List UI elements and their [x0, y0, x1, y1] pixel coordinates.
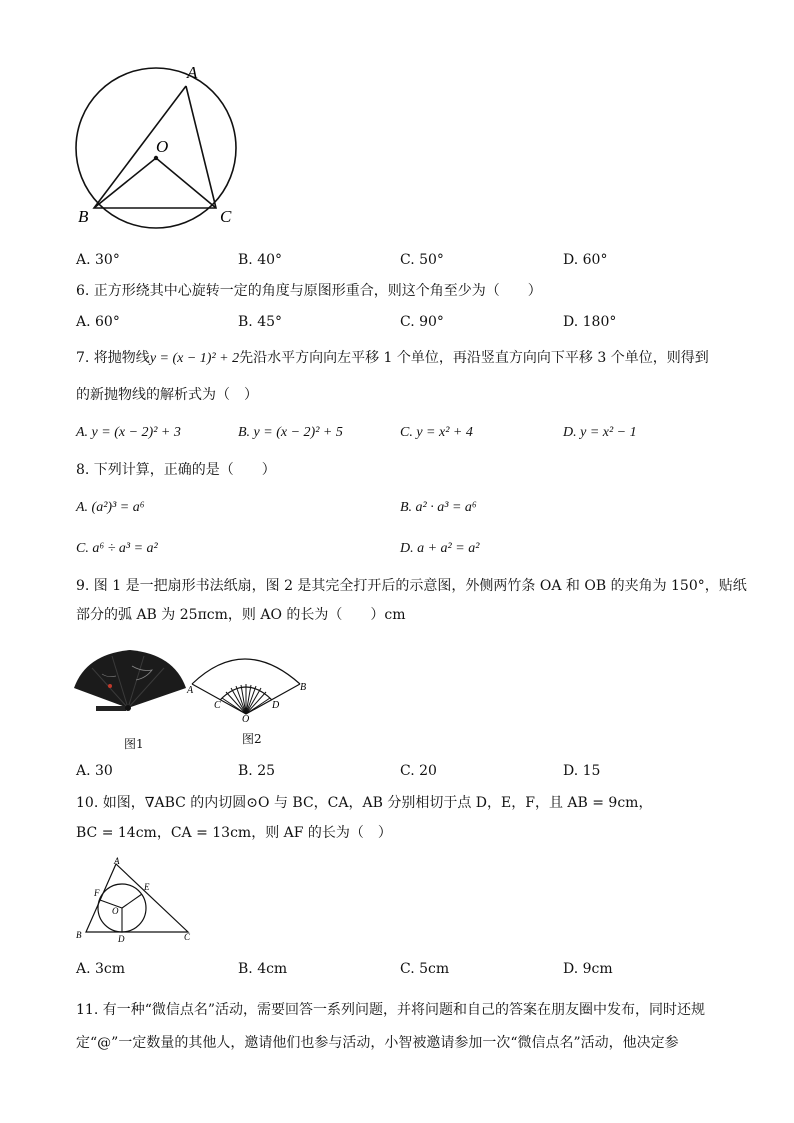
fig10-label-c: C — [184, 932, 191, 942]
q10-line2: BC = 14cm，CA = 13cm，则 AF 的长为（ ） — [76, 825, 392, 841]
q7-line1 — [76, 348, 709, 369]
q9-line2: 部分的弧 AB 为 25πcm，则 AO 的长为（ ）cm — [76, 607, 406, 623]
q7-line2: 的新抛物线的解析式为（ ） — [76, 387, 258, 403]
fig10-label-d: D — [118, 934, 125, 944]
q6-option-b: B. 45° — [238, 314, 283, 330]
fig2-label-b: B — [300, 682, 307, 693]
q5-option-b: B. 40° — [238, 252, 283, 268]
q10-option-a: A. 3cm — [76, 961, 126, 977]
q9-option-c: C. 20 — [400, 763, 437, 779]
fig2-caption: 图2 — [242, 732, 262, 746]
label-c: C — [220, 207, 232, 226]
q7-option-b: B. y = (x − 2)² + 5 — [238, 425, 343, 440]
q7-option-a: A. y = (x − 2)² + 3 — [76, 425, 181, 440]
circle-triangle-figure — [70, 62, 250, 230]
q8-option-a: A. (a²)³ = a⁶ — [76, 500, 145, 515]
fan-schematic-figure — [186, 650, 310, 722]
q10-option-b: B. 4cm — [238, 961, 288, 977]
q7-formula: y = (x − 1)² + 2 — [149, 351, 240, 366]
incircle-figure — [72, 856, 198, 946]
q10-option-d: D. 9cm — [563, 961, 613, 977]
fig10-label-o: O — [112, 906, 119, 916]
fig2-label-o: O — [242, 714, 250, 722]
q7-line1-post: 先沿水平方向向左平移 1 个单位，再沿竖直方向向下平移 3 个单位，则得到 — [239, 350, 709, 366]
fig1-caption: 图1 — [124, 737, 144, 751]
q5-option-a: A. 30° — [76, 252, 120, 268]
fig10-label-b: B — [76, 930, 82, 940]
q9-option-a: A. 30 — [76, 763, 113, 779]
fan-photo-figure — [72, 648, 188, 716]
q7-option-d: D. y = x² − 1 — [563, 425, 637, 440]
label-b: B — [78, 207, 89, 226]
q10-option-c: C. 5cm — [400, 961, 450, 977]
q8-stem: 8. 下列计算，正确的是（ ） — [76, 462, 276, 478]
q7-line1-pre: 7. 将抛物线 — [76, 350, 150, 366]
q8-option-b: B. a² · a³ = a⁶ — [400, 500, 477, 515]
q10-line1: 10. 如图，∇ABC 的内切圆⊙O 与 BC，CA，AB 分别相切于点 D，E，F，且 AB = 9cm， — [76, 795, 653, 811]
fig10-label-a: A — [114, 856, 120, 866]
fig10-label-e: E — [144, 882, 150, 892]
q7-option-c: C. y = x² + 4 — [400, 425, 473, 440]
fig2-label-d: D — [272, 700, 280, 711]
q5-option-c: C. 50° — [400, 252, 444, 268]
q8-option-c: C. a⁶ ÷ a³ = a² — [76, 541, 158, 556]
q9-option-d: D. 15 — [563, 763, 601, 779]
q11-line1: 11. 有一种“微信点名”活动，需要回答一系列问题，并将问题和自己的答案在朋友圈中发布，同时还规 — [76, 1002, 706, 1018]
label-a: A — [187, 63, 198, 82]
label-o: O — [156, 137, 169, 156]
q5-option-d: D. 60° — [563, 252, 608, 268]
fig10-label-f: F — [94, 888, 100, 898]
q9-line1: 9. 图 1 是一把扇形书法纸扇，图 2 是其完全打开后的示意图，外侧两竹条 OA 和 OB 的夹角为 150°，贴纸 — [76, 578, 747, 594]
fig2-label-c: C — [214, 700, 221, 711]
q11-line2: 定“@”一定数量的其他人，邀请他们也参与活动，小智被邀请参加一次“微信点名”活动，他决定参 — [76, 1035, 679, 1051]
q6-stem: 6. 正方形绕其中心旋转一定的角度与原图形重合，则这个角至少为（ ） — [76, 283, 542, 299]
q9-option-b: B. 25 — [238, 763, 276, 779]
fig2-label-a: A — [187, 685, 194, 696]
q6-option-c: C. 90° — [400, 314, 444, 330]
q8-option-d: D. a + a² = a² — [400, 541, 480, 556]
q6-option-a: A. 60° — [76, 314, 120, 330]
q6-option-d: D. 180° — [563, 314, 617, 330]
